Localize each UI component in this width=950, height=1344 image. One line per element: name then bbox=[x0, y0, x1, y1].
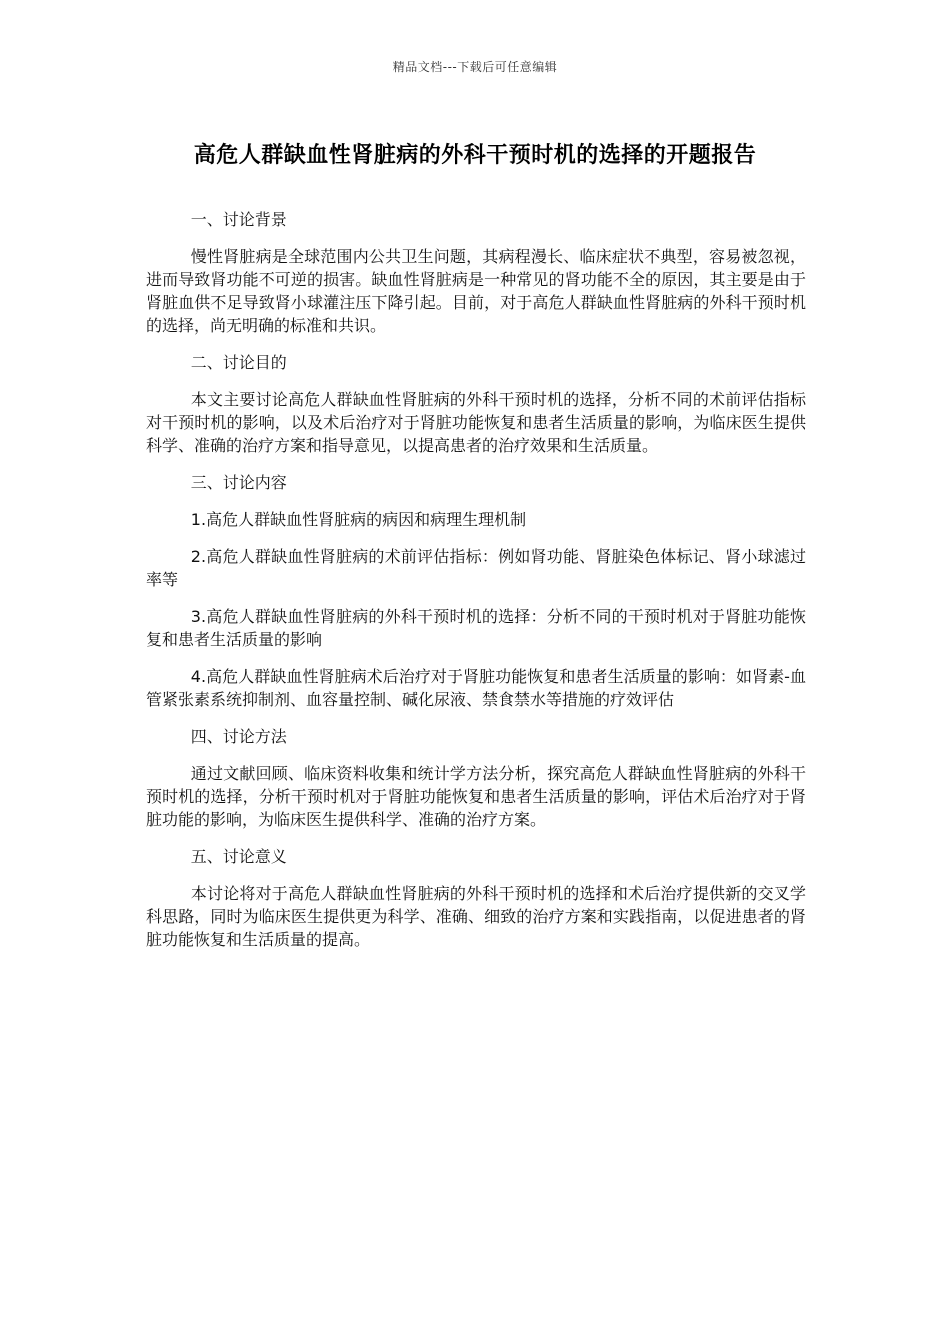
section-heading-background: 一、讨论背景 bbox=[190, 210, 287, 229]
content-item: 2.高危人群缺血性肾脏病的术前评估指标：例如肾功能、肾脏染色体标记、肾小球滤过率等 bbox=[146, 547, 806, 589]
section-heading-significance: 五、讨论意义 bbox=[190, 847, 287, 866]
section-text-purpose: 本文主要讨论高危人群缺血性肾脏病的外科干预时机的选择，分析不同的术前评估指标对干预时机的影响，以及术后治疗对于肾脏功能恢复和患者生活质量的影响，为临床医生提供科学、准确的治疗方案和指导意见，以提高患者的治疗效果和生活质量。 bbox=[146, 390, 806, 455]
section-text-significance: 本讨论将对于高危人群缺血性肾脏病的外科干预时机的选择和术后治疗提供新的交叉学科思路，同时为临床医生提供更为科学、准确、细致的治疗方案和实践指南，以促进患者的肾脏功能恢复和生活质量的提高。 bbox=[146, 884, 806, 949]
section-heading-purpose: 二、讨论目的 bbox=[190, 353, 287, 372]
header-note: 精品文档---下载后可任意编辑 bbox=[392, 60, 558, 74]
section-heading-method: 四、讨论方法 bbox=[190, 727, 287, 746]
section-text-method: 通过文献回顾、临床资料收集和统计学方法分析，探究高危人群缺血性肾脏病的外科干预时机的选择，分析干预时机对于肾脏功能恢复和患者生活质量的影响，评估术后治疗对于肾脏功能的影响，为临床医生提供科学、准确的治疗方案。 bbox=[146, 764, 806, 829]
content-item: 1.高危人群缺血性肾脏病的病因和病理生理机制 bbox=[190, 510, 527, 529]
document-title: 高危人群缺血性肾脏病的外科干预时机的选择的开题报告 bbox=[193, 143, 757, 168]
section-text-background: 慢性肾脏病是全球范围内公共卫生问题，其病程漫长、临床症状不典型，容易被忽视，进而导致肾功能不可逆的损害。缺血性肾脏病是一种常见的肾功能不全的原因，其主要是由于肾脏血供不足导致肾小球灌注压下降引起。目前，对于高危人群缺血性肾脏病的外科干预时机的选择，尚无明确的标准和共识。 bbox=[146, 247, 806, 335]
section-heading-content: 三、讨论内容 bbox=[190, 473, 287, 492]
content-item: 4.高危人群缺血性肾脏病术后治疗对于肾脏功能恢复和患者生活质量的影响：如肾素-血管紧张素系统抑制剂、血容量控制、碱化尿液、禁食禁水等措施的疗效评估 bbox=[146, 667, 806, 709]
document-body bbox=[146, 208, 806, 965]
content-item: 3.高危人群缺血性肾脏病的外科干预时机的选择：分析不同的干预时机对于肾脏功能恢复和患者生活质量的影响 bbox=[146, 607, 806, 649]
